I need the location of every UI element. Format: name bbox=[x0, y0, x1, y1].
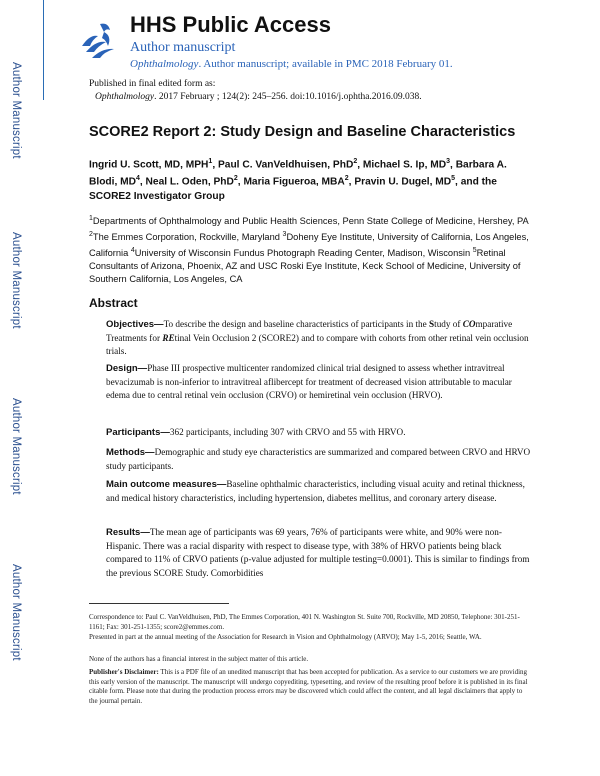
acronym-letter: RE bbox=[162, 332, 175, 343]
abstract-design bbox=[106, 362, 534, 403]
section-label: Design— bbox=[106, 363, 148, 374]
section-text: To describe the design and baseline characteristics of participants in the bbox=[163, 319, 430, 329]
affiliation-number: 5 bbox=[472, 247, 477, 255]
section-label: Main outcome measures— bbox=[106, 479, 227, 490]
published-line: Published in final edited form as: bbox=[89, 79, 216, 89]
footnote-interest: None of the authors has a financial interest in the subject matter of this article. bbox=[89, 655, 309, 663]
availability-text: . Author manuscript; available in PMC 2018 February 01. bbox=[198, 58, 453, 70]
footnote-correspondence: Correspondence to: Paul C. VanVeldhuisen, PhD, The Emmes Corporation, 401 N. Washington St. Suite 700, Rockville, MD 20850, Telephone: 301-251-1161; Fax: 301-251-1355; score2@emmes.com. bbox=[89, 613, 520, 631]
affiliation-number: 4 bbox=[130, 247, 135, 255]
section-text: tudy of bbox=[434, 319, 463, 329]
page-header-subtitle: Author manuscript bbox=[130, 40, 236, 55]
footnote-separator bbox=[89, 603, 229, 604]
sidebar-label: Author Manuscript bbox=[10, 398, 22, 495]
sidebar-rule bbox=[43, 0, 44, 100]
disclaimer-text: This is a PDF file of an unedited manuscript that has been accepted for publication. As a service to our customers we are providing this early version of the manuscript. The manuscript will undergo copyediting, typesetting, and review of the resulting proof before it is published in its final citable form. Please note that during the production process errors may be discovered which could affect the content, and all legal disclaimers that apply to the journal pertain. bbox=[89, 668, 528, 705]
author-affil-number: 2 bbox=[233, 175, 238, 183]
author-affil-number: 2 bbox=[344, 175, 349, 183]
publication-info bbox=[89, 78, 422, 104]
affiliation-number: 1 bbox=[89, 215, 93, 222]
section-text: Demographic and study eye characteristics are summarized and compared between CRVO and HRVO study participants. bbox=[106, 447, 531, 471]
abstract-methods bbox=[106, 446, 534, 473]
hhs-eagle-logo-icon bbox=[78, 16, 120, 64]
citation-text: . 2017 February ; 124(2): 245–256. doi:10.1016/j.ophtha.2016.09.038. bbox=[154, 92, 422, 102]
author-affil-number: 1 bbox=[208, 158, 213, 165]
journal-name: Ophthalmology bbox=[130, 58, 199, 70]
affiliation-number: 3 bbox=[282, 231, 287, 239]
author-name: Michael S. Ip, MD bbox=[362, 159, 447, 171]
section-label: Participants— bbox=[106, 427, 170, 438]
affiliation-text: Departments of Ophthalmology and Public Health Sciences, Penn State College of Medicine, Hershey, PA bbox=[92, 216, 529, 227]
sidebar-label: Author Manuscript bbox=[10, 62, 22, 159]
section-text: mparative Treatments for bbox=[106, 319, 513, 343]
author-name: Paul C. VanVeldhuisen, PhD bbox=[218, 159, 354, 171]
section-text: The mean age of participants was 69 years, 76% of participants were white, and 90% were non-Hispanic. There was a racial disparity with respect to disease type, with 38% of HRVO patients being black compared to 11% of CRVO patients (p-value adjusted for multiple testing=0.0001). This is similar to findings from the previous SCORE Study. Comorbidities bbox=[106, 527, 530, 578]
abstract-outcome bbox=[106, 478, 534, 505]
abstract-results bbox=[106, 526, 534, 580]
sidebar bbox=[0, 0, 44, 776]
acronym-letter: CO bbox=[462, 319, 476, 329]
page-header-title: HHS Public Access bbox=[130, 12, 331, 37]
abstract-participants bbox=[106, 426, 534, 440]
section-text: Phase III prospective multicenter randomized clinical trial designed to assess whether intravitreal bevacizumab is non-inferior to intravitreal aflibercept for treatment of decreased vision attributable to macular edema due to central retinal vein occlusion (CRVO) or hemiretinal vein occlusion (HRVO). bbox=[106, 363, 512, 400]
author-name: Maria Figueroa, MBA bbox=[243, 176, 345, 188]
section-text: 362 participants, including 307 with CRVO and 55 with HRVO. bbox=[169, 427, 406, 437]
footnote-presented: Presented in part at the annual meeting of the Association for Research in Vision and Ophthalmology (ARVO); May 1-5, 2016; Seattle, WA. bbox=[89, 633, 482, 641]
citation-journal: Ophthalmology bbox=[95, 92, 155, 102]
section-text: Baseline ophthalmic characteristics, including visual acuity and retinal thickness, and medical history characteristics, including hypertension, diabetes mellitus, and coronary artery disease. bbox=[106, 479, 525, 503]
section-label: Objectives— bbox=[106, 319, 164, 330]
author-affil-number: 4 bbox=[135, 175, 140, 183]
author-list: Ingrid U. Scott, MD, MPH$^1$, Paul C. VanVeldhuisen, PhD$^2$, Michael S. Ip, $MD^3$, Barbara A. Blodi, $MD^4$, Neal L. Oden, PhD$^2$, Maria Figueroa, MBA$^2$, Pravin U. Dugel, $MD^5$, and the SCORE2 Investigator Group bbox=[89, 158, 507, 202]
author-affil-number: 3 bbox=[446, 158, 451, 165]
section-text: tinal Vein Occlusion 2 (SCORE2) and to compare with cohorts from other retinal vein occlusion trials. bbox=[106, 332, 529, 356]
author-name: Ingrid U. Scott, MD, MPH bbox=[89, 159, 209, 171]
footnote-disclaimer bbox=[89, 668, 529, 706]
sidebar-label: Author Manuscript bbox=[10, 564, 22, 661]
availability-line bbox=[130, 58, 453, 70]
disclaimer-label: Publisher's Disclaimer: bbox=[89, 668, 159, 676]
affiliation-text: The Emmes Corporation, Rockville, Maryland bbox=[92, 232, 283, 243]
affiliation-text: Retinal Consultants of Arizona, Phoenix, AZ and USC Roski Eye Institute, Keck School of Medicine, University of Southern California, Los Angeles, CA bbox=[89, 248, 521, 285]
article-title: SCORE2 Report 2: Study Design and Baseline Characteristics bbox=[89, 124, 516, 140]
author-affil-number: 5 bbox=[451, 175, 456, 183]
affiliation-text: Doheny Eye Institute, University of California, Los Angeles, California bbox=[89, 232, 529, 259]
affiliations bbox=[89, 212, 534, 286]
abstract-objectives bbox=[106, 318, 534, 359]
section-label: Results— bbox=[106, 527, 150, 538]
author-list-tail: , and the SCORE2 Investigator Group bbox=[89, 176, 497, 202]
acronym-letter: S bbox=[429, 319, 435, 329]
section-label: Methods— bbox=[106, 447, 155, 458]
author-affil-number: 2 bbox=[353, 158, 358, 165]
author-name: Neal L. Oden, PhD bbox=[145, 176, 234, 188]
sidebar-label: Author Manuscript bbox=[10, 232, 22, 329]
author-name: Pravin U. Dugel, MD bbox=[354, 176, 452, 188]
citation bbox=[89, 91, 422, 104]
author-name: Barbara A. Blodi, MD bbox=[89, 159, 507, 188]
affiliation-text: University of Wisconsin Fundus Photograph Reading Center, Madison, Wisconsin bbox=[134, 248, 473, 259]
abstract-heading: Abstract bbox=[89, 296, 138, 310]
affiliation-number: 2 bbox=[89, 231, 93, 239]
